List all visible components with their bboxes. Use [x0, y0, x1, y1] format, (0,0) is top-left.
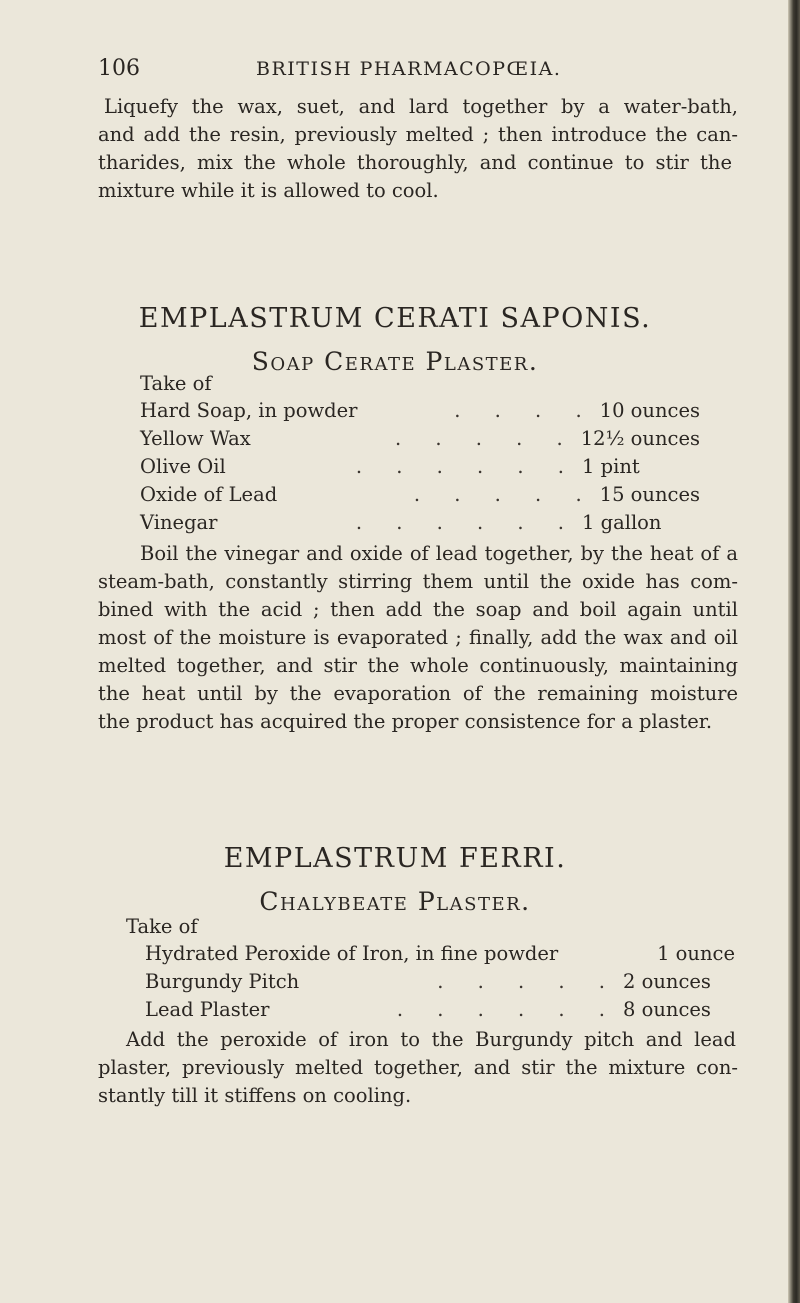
ingredient-row — [140, 483, 700, 511]
text-line: most of the moisture is evaporated ; finally, add the wax and oil — [98, 626, 738, 649]
text-line: Liquefy the wax, suet, and lard together by a water-bath, — [104, 95, 738, 118]
ingredient-quantity: 1 ounce — [657, 942, 735, 965]
section-subtitle: Chalybeate Plaster. — [259, 887, 531, 916]
text-line: the product has acquired the proper consistence for a plaster. — [98, 710, 713, 733]
text-line: bined with the acid ; then add the soap and boil again until — [98, 598, 738, 621]
ingredient-row — [140, 511, 700, 539]
leader-dots: . . . . . . — [355, 455, 578, 478]
text-line: and add the resin, previously melted ; then introduce the can- — [98, 123, 738, 146]
ingredient-quantity: 1 pint — [582, 455, 640, 478]
text-line: steam-bath, constantly stirring them until the oxide has com- — [98, 570, 738, 593]
text-line: plaster, previously melted together, and stir the mixture con- — [98, 1056, 738, 1079]
ingredient-quantity: 12½ ounces — [580, 427, 700, 450]
ingredient-name: Vinegar — [140, 511, 218, 534]
text-line: mixture while it is allowed to cool. — [98, 179, 439, 202]
ingredient-name: Lead Plaster — [145, 998, 270, 1021]
ingredient-name: Oxide of Lead — [140, 483, 278, 506]
text-line: the heat until by the evaporation of the remaining moisture — [98, 682, 738, 705]
leader-dots: . . . . . . — [355, 511, 578, 534]
ingredient-quantity: 15 ounces — [599, 483, 700, 506]
ingredient-quantity: 1 gallon — [582, 511, 662, 534]
section-title: EMPLASTRUM CERATI SAPONIS. — [138, 303, 652, 334]
section-subtitle: Soap Cerate Plaster. — [251, 347, 539, 376]
ingredient-quantity: 8 ounces — [623, 998, 711, 1021]
running-head: BRITISH PHARMACOPŒIA. — [256, 58, 562, 80]
text-line: melted together, and stir the whole continuously, maintaining — [98, 654, 738, 677]
page-edge-shadow — [788, 0, 800, 1303]
ingredient-row — [145, 998, 735, 1026]
ingredient-row — [145, 970, 735, 998]
leader-dots: . . . . . — [413, 483, 596, 506]
ingredient-row — [140, 455, 700, 483]
take-of-label: Take of — [140, 372, 212, 395]
text-line: tharides, mix the whole thoroughly, and continue to stir the — [98, 151, 732, 174]
text-line: stantly till it stiffens on cooling. — [98, 1084, 412, 1107]
ingredient-name: Yellow Wax — [140, 427, 251, 450]
ingredient-row — [145, 942, 735, 970]
leader-dots: . . . . . — [394, 427, 577, 450]
ingredient-row — [140, 399, 700, 427]
ingredient-name: Hard Soap, in powder — [140, 399, 358, 422]
ingredient-quantity: 2 ounces — [623, 970, 711, 993]
ingredient-name: Hydrated Peroxide of Iron, in fine powder — [145, 942, 559, 965]
leader-dots: . . . . . — [437, 970, 619, 993]
ingredient-name: Burgundy Pitch — [145, 970, 300, 993]
ingredient-name: Olive Oil — [140, 455, 226, 478]
ingredient-row — [140, 427, 700, 455]
ingredient-quantity: 10 ounces — [599, 399, 700, 422]
text-line: Add the peroxide of iron to the Burgundy pitch and lead — [126, 1028, 736, 1051]
text-line: Boil the vinegar and oxide of lead together, by the heat of a — [140, 542, 738, 565]
take-of-label: Take of — [126, 915, 198, 938]
section-title: EMPLASTRUM FERRI. — [223, 843, 567, 874]
leader-dots: . . . . — [454, 399, 596, 422]
leader-dots: . . . . . . — [396, 998, 619, 1021]
page-header — [98, 56, 708, 86]
page-number: 106 — [98, 56, 140, 81]
